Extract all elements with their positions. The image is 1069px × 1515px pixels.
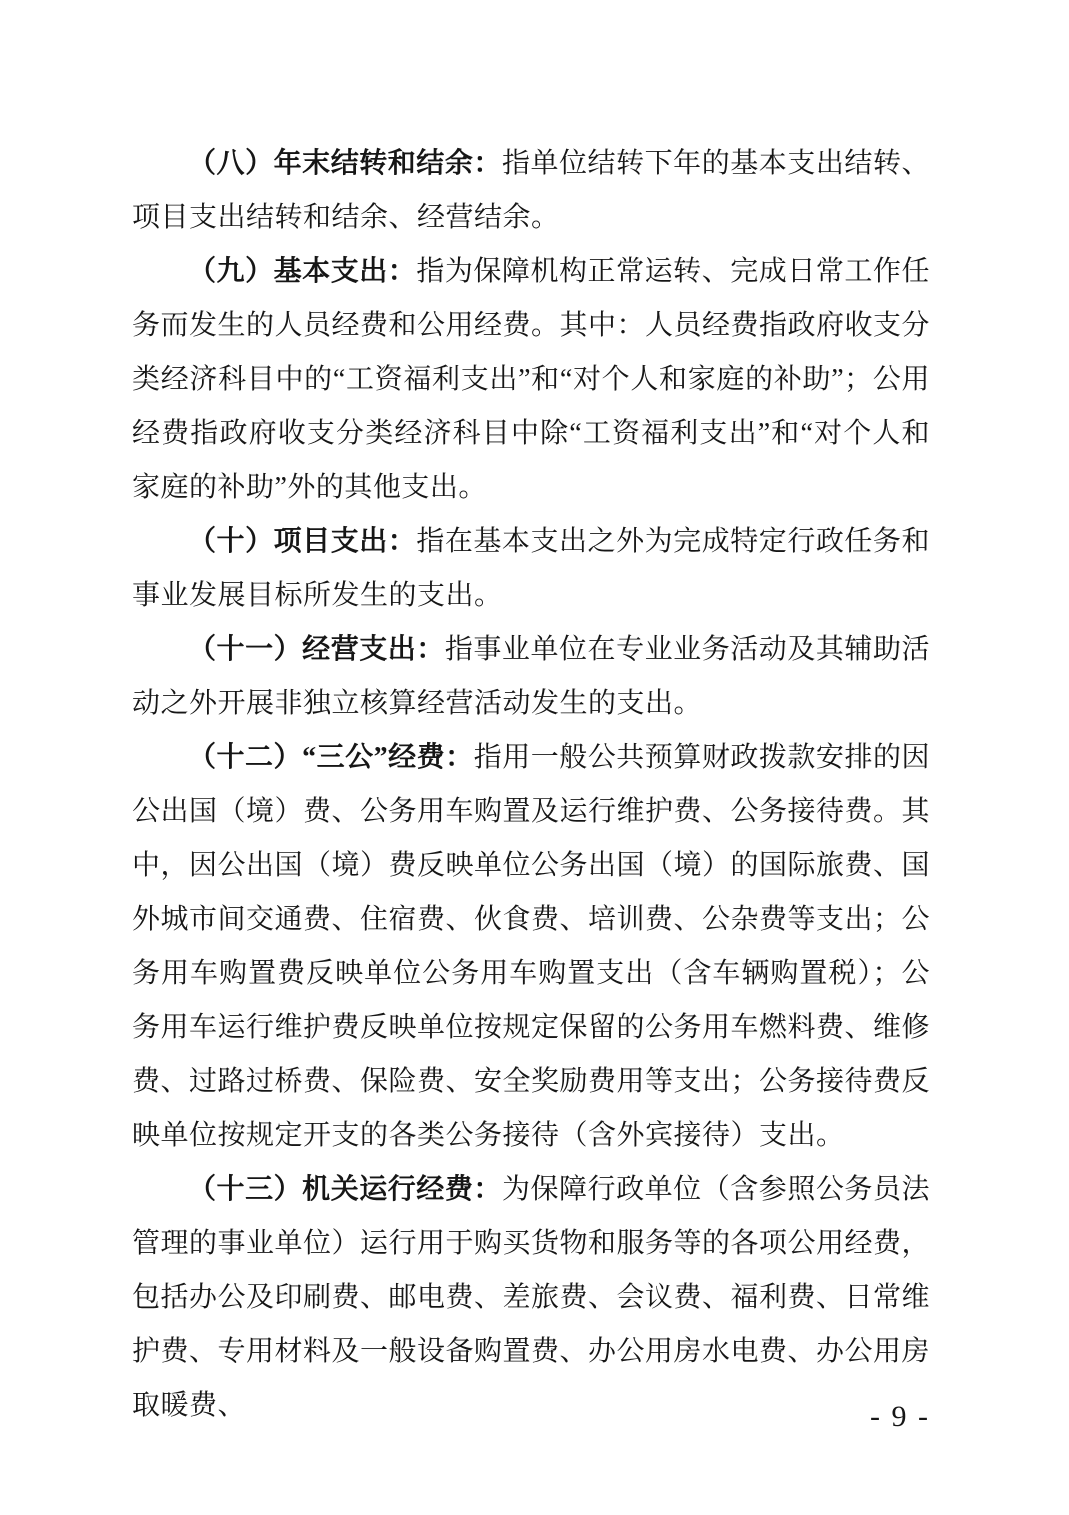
document-body [132,137,930,1433]
term-definition: 指用一般公共预算财政拨款安排的因公出国（境）费、公务用车购置及运行维护费、公务接待费。其中，因公出国（境）费反映单位公务出国（境）的国际旅费、国外城市间交通费、住宿费、伙食费、培训费、公杂费等支出；公务用车购置费反映单位公务用车购置支出（含车辆购置税）；公务用车运行维护费反映单位按规定保留的公务用车燃料费、维修费、过路过桥费、保险费、安全奖励费用等支出；公务接待费反映单位按规定开支的各类公务接待（含外宾接待）支出。 [132,742,931,1151]
term-definition: 指单位结转下年的基本支出结转、项目支出结转和结余、经营结余。 [132,148,930,233]
term-definition: 为保障行政单位（含参照公务员法管理的事业单位）运行用于购买货物和服务等的各项公用经费，包括办公及印刷费、邮电费、差旅费、会议费、福利费、日常维护费、专用材料及一般设备购置费、办公用房水电费、办公用房取暖费、 [132,1174,931,1421]
term-definition: 指事业单位在专业业务活动及其辅助活动之外开展非独立核算经营活动发生的支出。 [132,634,930,719]
paragraph [132,515,930,623]
term-heading: （十）项目支出： [188,526,417,557]
term-definition: 指为保障机构正常运转、完成日常工作任务而发生的人员经费和公用经费。其中：人员经费指政府收支分类经济科目中的“工资福利支出”和“对个人和家庭的补助”；公用经费指政府收支分类经济科目中除“工资福利支出”和“对个人和家庭的补助”外的其他支出。 [132,256,931,503]
paragraph [132,623,930,731]
term-definition: 指在基本支出之外为完成特定行政任务和事业发展目标所发生的支出。 [132,526,930,611]
term-heading: （十一）经营支出： [188,634,445,665]
term-heading: （十三）机关运行经费： [188,1174,502,1205]
paragraph [132,1163,930,1433]
term-heading: （八）年末结转和结余： [188,148,502,179]
paragraph [132,731,930,1163]
paragraph [132,137,930,245]
term-heading: （九）基本支出： [188,256,417,287]
term-heading: （十二）“三公”经费： [188,742,474,773]
page-number: - 9 - [870,1400,930,1433]
paragraph [132,245,930,515]
